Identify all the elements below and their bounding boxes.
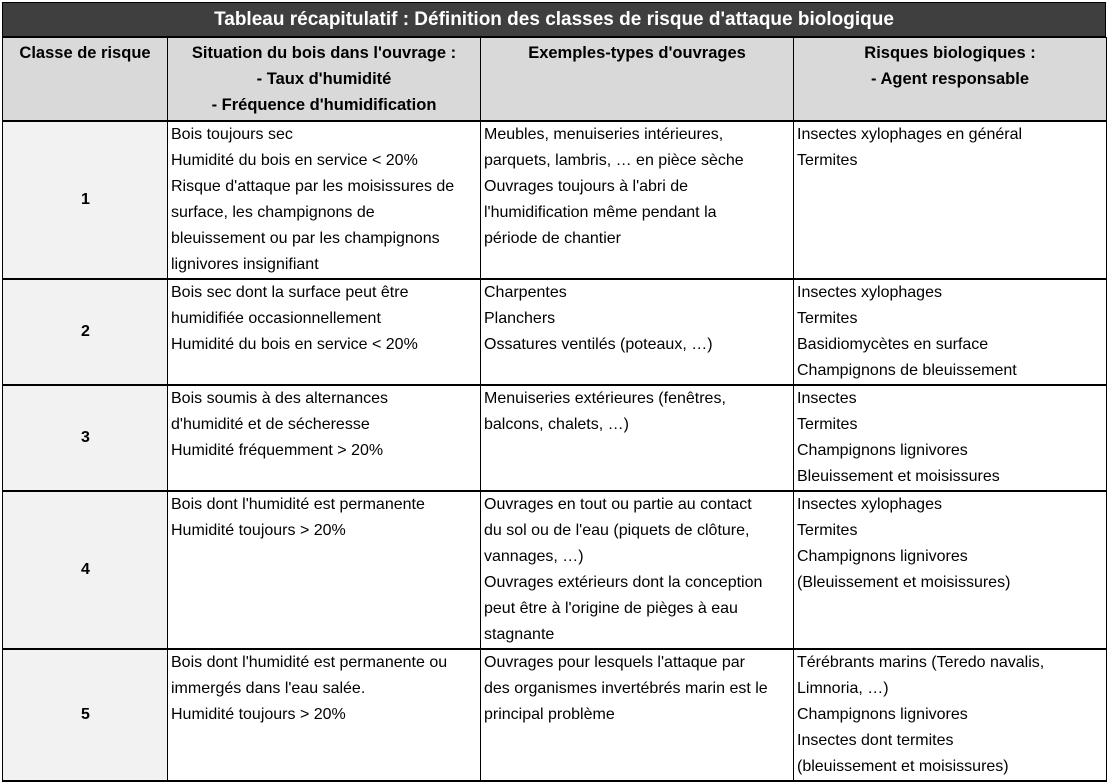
exemples-line: Meubles, menuiseries intérieures,	[484, 126, 724, 143]
situation-line: Bois soumis à des alternances	[171, 390, 388, 407]
exemples-line: du sol ou de l'eau (piquets de clôture,	[484, 522, 750, 539]
risques-line: Termites	[797, 416, 858, 433]
risk-class-table-container	[2, 2, 1106, 782]
situation-line: Bois sec dont la surface peut être	[171, 284, 409, 301]
risques-line: (Bleuissement et moisissures)	[797, 574, 1011, 591]
cell-situation	[168, 649, 481, 781]
header-situation-line: Situation du bois dans l'ouvrage :	[191, 44, 457, 62]
header-situation	[168, 38, 481, 122]
cell-exemples	[481, 649, 794, 781]
exemples-line: Planchers	[484, 310, 556, 327]
exemples-line: Ossatures ventilés (poteaux, …)	[484, 336, 713, 353]
table-row	[3, 121, 1107, 279]
cell-exemples	[481, 385, 794, 491]
situation-line: bleuissement ou par les champignons	[171, 230, 440, 247]
header-risques-line: - Agent responsable	[871, 70, 1029, 88]
table-row	[3, 279, 1107, 385]
situation-line: Humidité fréquemment > 20%	[171, 442, 384, 459]
cell-classe: 4	[3, 491, 168, 649]
risques-line: Basidiomycètes en surface	[797, 336, 989, 353]
exemples-line: peut être à l'origine de pièges à eau	[484, 600, 738, 617]
risques-line: Bleuissement et moisissures	[797, 468, 1000, 485]
cell-risques	[794, 385, 1107, 491]
header-exemples-label: Exemples-types d'ouvrages	[528, 44, 746, 62]
situation-line: Bois dont l'humidité est permanente	[171, 496, 425, 513]
header-risques-line: Risques biologiques :	[864, 44, 1036, 62]
risques-line: Insectes xylophages	[797, 496, 942, 513]
risques-line: Insectes xylophages en général	[797, 126, 1023, 143]
exemples-line: Ouvrages pour lesquels l'attaque par	[484, 654, 745, 671]
header-classe-label: Classe de risque	[19, 44, 151, 62]
cell-classe: 3	[3, 385, 168, 491]
table-row	[3, 491, 1107, 649]
cell-situation	[168, 279, 481, 385]
situation-line: lignivores insignifiant	[171, 256, 319, 273]
risques-line: Champignons de bleuissement	[797, 362, 1017, 379]
cell-risques	[794, 121, 1107, 279]
cell-classe: 1	[3, 121, 168, 279]
header-situation-line: - Fréquence d'humidification	[211, 96, 437, 114]
exemples-line: balcons, chalets, …)	[484, 416, 629, 433]
situation-line: Bois toujours sec	[171, 126, 293, 143]
risques-line: Champignons lignivores	[797, 442, 968, 459]
risques-line: Térébrants marins (Teredo navalis,	[797, 654, 1045, 671]
risques-line: Termites	[797, 310, 858, 327]
exemples-line: stagnante	[484, 626, 555, 643]
header-situation-line: - Taux d'humidité	[256, 70, 392, 88]
table-row	[3, 385, 1107, 491]
situation-line: humidifiée occasionnellement	[171, 310, 381, 327]
table-row	[3, 649, 1107, 781]
cell-exemples	[481, 491, 794, 649]
situation-line: Humidité toujours > 20%	[171, 706, 346, 723]
cell-risques	[794, 279, 1107, 385]
cell-situation	[168, 385, 481, 491]
header-exemples	[481, 38, 794, 122]
header-row	[3, 38, 1107, 122]
risques-line: Termites	[797, 152, 858, 169]
risques-line: Termites	[797, 522, 858, 539]
cell-risques	[794, 491, 1107, 649]
table-title: Tableau récapitulatif : Définition des classes de risque d'attaque biologique	[2, 2, 1106, 37]
risques-line: Champignons lignivores	[797, 548, 968, 565]
cell-exemples	[481, 279, 794, 385]
risques-line: Limnoria, …)	[797, 680, 889, 697]
risques-line: Insectes xylophages	[797, 284, 942, 301]
exemples-line: Ouvrages extérieurs dont la conception	[484, 574, 763, 591]
situation-line: d'humidité et de sécheresse	[171, 416, 370, 433]
exemples-line: Charpentes	[484, 284, 567, 301]
situation-line: Humidité toujours > 20%	[171, 522, 346, 539]
exemples-line: l'humidification même pendant la	[484, 204, 717, 221]
exemples-line: Ouvrages en tout ou partie au contact	[484, 496, 752, 513]
cell-exemples	[481, 121, 794, 279]
exemples-line: des organismes invertébrés marin est le	[484, 680, 768, 697]
situation-line: surface, les champignons de	[171, 204, 375, 221]
risques-line: Champignons lignivores	[797, 706, 968, 723]
risques-line: (bleuissement et moisissures)	[797, 758, 1009, 775]
situation-line: Risque d'attaque par les moisissures de	[171, 178, 455, 195]
cell-situation	[168, 491, 481, 649]
exemples-line: principal problème	[484, 706, 615, 723]
exemples-line: période de chantier	[484, 230, 621, 247]
header-risques	[794, 38, 1107, 122]
exemples-line: Ouvrages toujours à l'abri de	[484, 178, 689, 195]
situation-line: Humidité du bois en service < 20%	[171, 152, 418, 169]
cell-classe: 5	[3, 649, 168, 781]
exemples-line: Menuiseries extérieures (fenêtres,	[484, 390, 726, 407]
cell-risques	[794, 649, 1107, 781]
exemples-line: vannages, …)	[484, 548, 584, 565]
header-classe	[3, 38, 168, 122]
risques-line: Insectes	[797, 390, 857, 407]
situation-line: Humidité du bois en service < 20%	[171, 336, 418, 353]
risques-line: Insectes dont termites	[797, 732, 954, 749]
risk-class-table	[2, 37, 1107, 782]
situation-line: Bois dont l'humidité est permanente ou	[171, 654, 448, 671]
cell-classe: 2	[3, 279, 168, 385]
situation-line: immergés dans l'eau salée.	[171, 680, 366, 697]
exemples-line: parquets, lambris, … en pièce sèche	[484, 152, 744, 169]
cell-situation	[168, 121, 481, 279]
